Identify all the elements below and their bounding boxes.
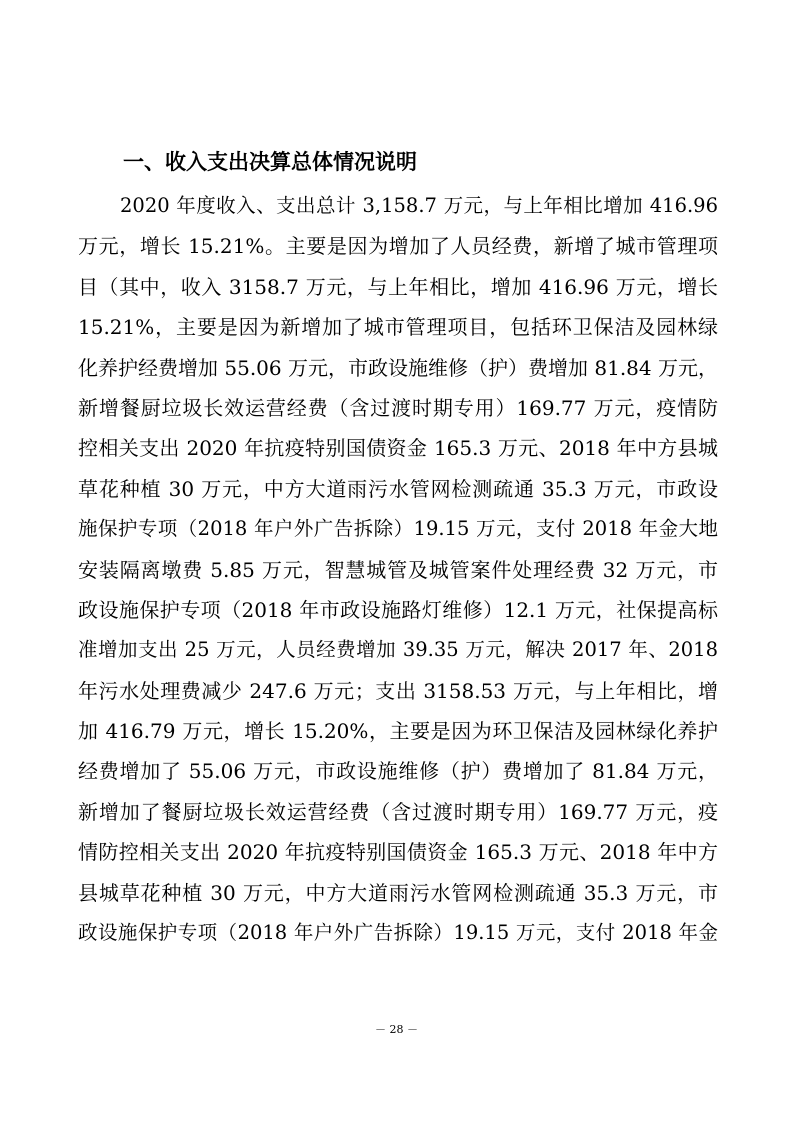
paragraph-line: 经费增加了 55.06 万元，市政设施维修（护）费增加了 81.84 万元，: [78, 759, 718, 784]
paragraph-line: 情防控相关支出 2020 年抗疫特别国债资金 165.3 万元、2018 年中方: [78, 840, 718, 865]
paragraph-line: 2020 年度收入、支出总计 3,158.7 万元，与上年相比增加 416.96: [120, 194, 718, 217]
paragraph-line: 化养护经费增加 55.06 万元，市政设施维修（护）费增加 81.84 万元，: [78, 355, 718, 380]
paragraph-line: 安装隔离墩费 5.85 万元，智慧城管及城管案件处理经费 32 万元，市: [78, 557, 718, 582]
paragraph-line: 政设施保护专项（2018 年市政设施路灯维修）12.1 万元，社保提高标: [78, 597, 718, 622]
paragraph-line: 控相关支出 2020 年抗疫特别国债资金 165.3 万元、2018 年中方县城: [78, 436, 718, 461]
section-heading: 一、收入支出决算总体情况说明: [123, 150, 417, 174]
paragraph-line: 政设施保护专项（2018 年户外广告拆除）19.15 万元，支付 2018 年金: [78, 921, 718, 945]
paragraph-line: 15.21%，主要是因为新增加了城市管理项目，包括环卫保洁及园林绿: [78, 315, 718, 340]
paragraph-line: 准增加支出 25 万元，人员经费增加 39.35 万元，解决 2017 年、2018: [78, 638, 718, 662]
paragraph-line: 万元，增长 15.21%。主要是因为增加了人员经费，新增了城市管理项: [78, 234, 718, 259]
paragraph-line: 县城草花种植 30 万元，中方大道雨污水管网检测疏通 35.3 万元，市: [78, 880, 718, 905]
paragraph-line: 新增加了餐厨垃圾长效运营经费（含过渡时期专用）169.77 万元，疫: [78, 799, 718, 824]
paragraph-line: 施保护专项（2018 年户外广告拆除）19.15 万元，支付 2018 年金大地: [78, 517, 718, 541]
paragraph-line: 年污水处理费减少 247.6 万元；支出 3158.53 万元，与上年相比，增: [78, 678, 718, 703]
body-paragraph: [78, 186, 718, 953]
page-number: － 28 －: [375, 1023, 418, 1036]
paragraph-line: 新增餐厨垃圾长效运营经费（含过渡时期专用）169.77 万元，疫情防: [78, 395, 718, 420]
paragraph-line: 草花种植 30 万元，中方大道雨污水管网检测疏通 35.3 万元，市政设: [78, 476, 718, 501]
paragraph-line: 目（其中，收入 3158.7 万元，与上年相比，增加 416.96 万元，增长: [78, 274, 718, 299]
paragraph-line: 加 416.79 万元，增长 15.20%，主要是因为环卫保洁及园林绿化养护: [78, 719, 718, 744]
